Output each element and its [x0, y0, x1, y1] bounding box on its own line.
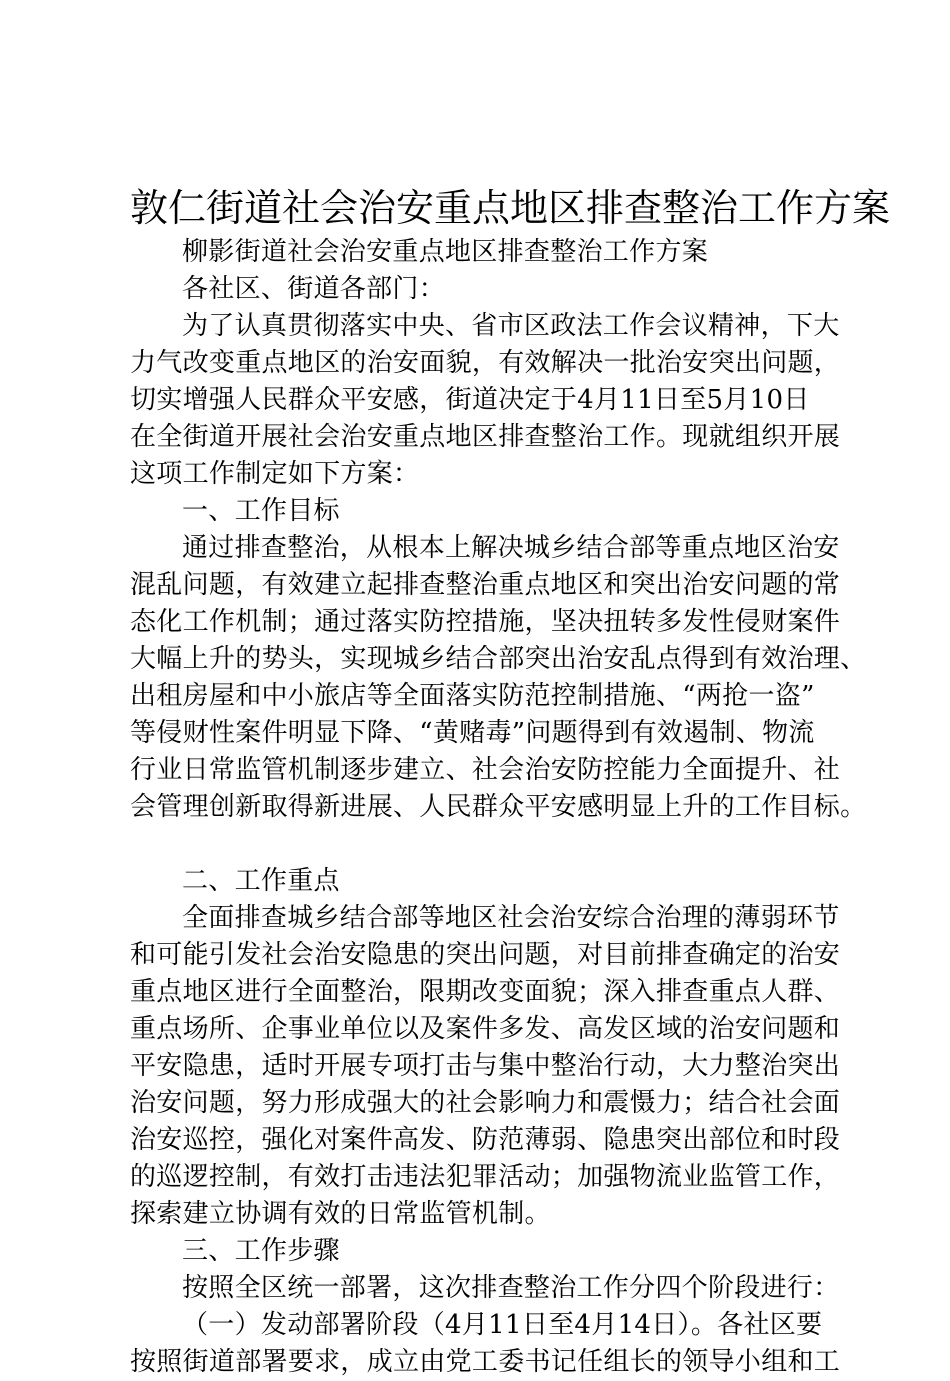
text-line: 按照全区统一部署，这次排查整治工作分四个阶段进行：	[182, 1273, 840, 1303]
text-line: 力气改变重点地区的治安面貌，有效解决一批治安突出问题，	[130, 348, 841, 378]
text-line: 行业日常监管机制逐步建立、社会治安防控能力全面提升、社	[130, 755, 841, 785]
text-line: 平安隐患，适时开展专项打击与集中整治行动，大力整治突出	[130, 1051, 841, 1081]
text-line: （一）发动部署阶段（4月11日至4月14日）。各社区要	[182, 1310, 823, 1340]
text-line: 在全街道开展社会治安重点地区排查整治工作。现就组织开展	[130, 422, 841, 452]
text-line: 二、工作重点	[182, 866, 340, 896]
text-line: 按照街道部署要求，成立由党工委书记任组长的领导小组和工	[130, 1347, 841, 1377]
text-line: 重点地区进行全面整治，限期改变面貌；深入排查重点人群、	[130, 977, 841, 1007]
text-line: 治安问题，努力形成强大的社会影响力和震慑力；结合社会面	[130, 1088, 841, 1118]
text-line: 治安巡控，强化对案件高发、防范薄弱、隐患突出部位和时段	[130, 1125, 841, 1155]
text-line: 切实增强人民群众平安感，街道决定于4月11日至5月10日	[130, 385, 810, 415]
text-line: 和可能引发社会治安隐患的突出问题，对目前排查确定的治安	[130, 940, 841, 970]
text-line: 会管理创新取得新进展、人民群众平安感明显上升的工作目标。	[130, 792, 867, 822]
text-line: 这项工作制定如下方案：	[130, 459, 420, 489]
document-title: 敦仁街道社会治安重点地区排查整治工作方案	[130, 186, 891, 230]
text-line: 通过排查整治，从根本上解决城乡结合部等重点地区治安	[182, 533, 840, 563]
text-line: 全面排查城乡结合部等地区社会治安综合治理的薄弱环节	[182, 903, 840, 933]
text-line: 重点场所、企事业单位以及案件多发、高发区域的治安问题和	[130, 1014, 841, 1044]
text-line: 等侵财性案件明显下降、“黄赌毒”问题得到有效遏制、物流	[130, 718, 815, 748]
text-line: 混乱问题，有效建立起排查整治重点地区和突出治安问题的常	[130, 570, 841, 600]
text-line: 各社区、街道各部门：	[182, 274, 446, 304]
text-line: 的巡逻控制，有效打击违法犯罪活动；加强物流业监管工作，	[130, 1162, 841, 1192]
text-line: 探索建立协调有效的日常监管机制。	[130, 1199, 551, 1229]
text-line: 三、工作步骤	[182, 1236, 340, 1266]
text-line: 态化工作机制；通过落实防控措施，坚决扭转多发性侵财案件	[130, 607, 841, 637]
text-line: 大幅上升的势头，实现城乡结合部突出治安乱点得到有效治理、	[130, 644, 867, 674]
text-line: 柳影街道社会治安重点地区排查整治工作方案	[182, 237, 709, 267]
text-line: 出租房屋和中小旅店等全面落实防范控制措施、“两抢一盗”	[130, 681, 815, 711]
blank-line	[130, 826, 830, 863]
text-line: 为了认真贯彻落实中央、省市区政法工作会议精神，下大	[182, 311, 840, 341]
text-line: 一、工作目标	[182, 496, 340, 526]
document-body	[130, 234, 867, 1381]
